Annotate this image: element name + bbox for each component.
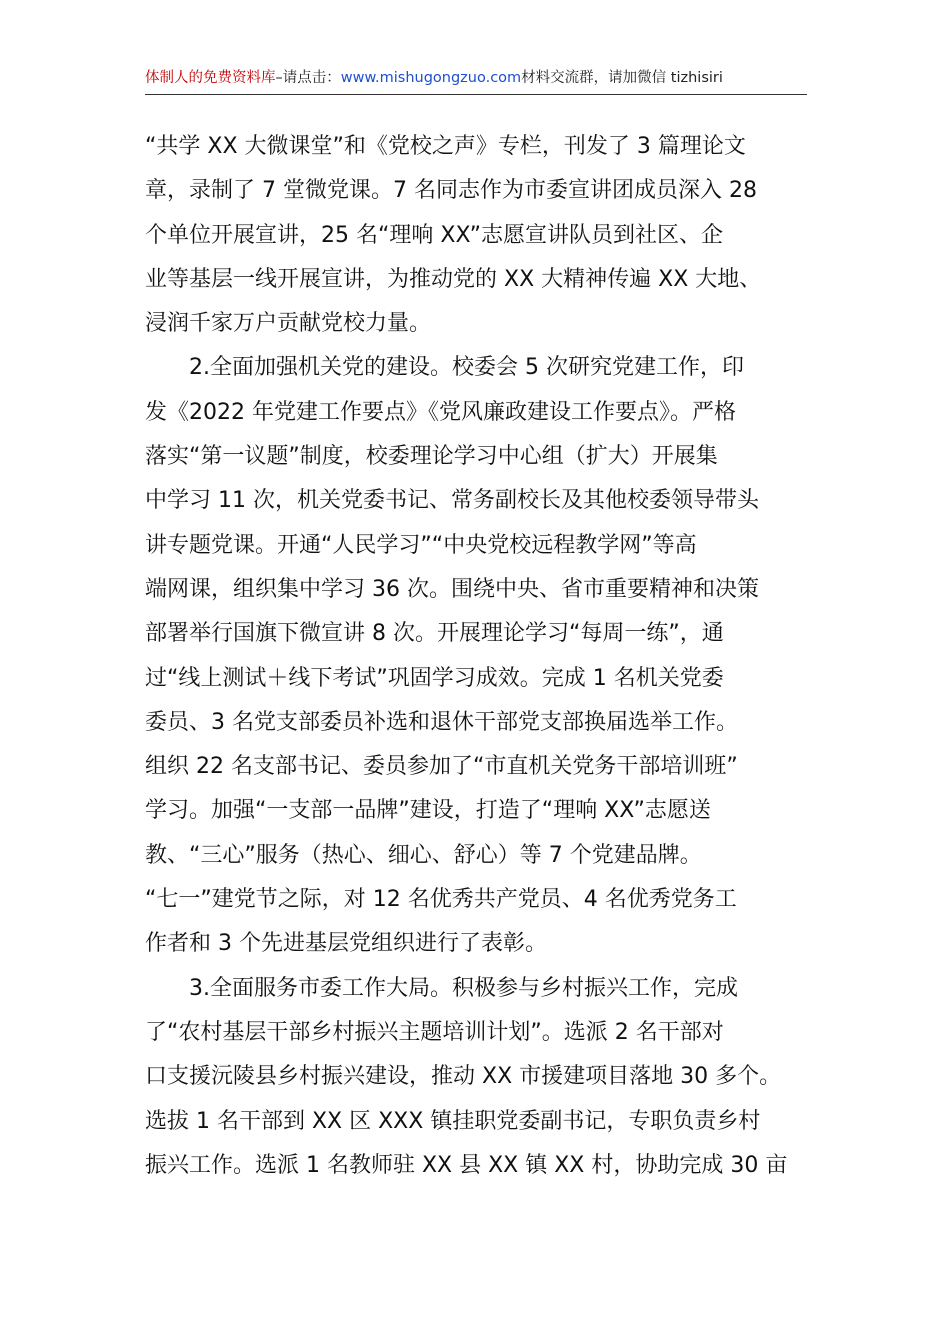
text-line: 浸润千家万户贡献党校力量。 (145, 311, 432, 337)
text-line: 端网课，组织集中学习 36 次。围绕中央、省市重要精神和决策 (145, 576, 759, 602)
text-line: 2.全面加强机关党的建设。校委会 5 次研究党建工作，印 (145, 355, 744, 381)
text-line: 学习。加强“一支部一品牌”建设，打造了“理响 XX”志愿送 (145, 798, 711, 824)
page-header (145, 64, 807, 92)
paragraph-1 (145, 125, 807, 346)
text-line: 作者和 3 个先进基层党组织进行了表彰。 (145, 931, 547, 957)
text-line: 发《2022 年党建工作要点》《党风廉政建设工作要点》。严格 (145, 399, 736, 425)
paragraph-3 (145, 967, 807, 1188)
text-line: 振兴工作。选派 1 名教师驻 XX 县 XX 镇 XX 村，协助完成 30 亩 (145, 1152, 788, 1178)
text-line: 过“线上测试＋线下考试”巩固学习成效。完成 1 名机关党委 (145, 665, 724, 691)
text-line: 个单位开展宣讲，25 名“理响 XX”志愿宣讲队员到社区、企 (145, 222, 724, 248)
text-line: 业等基层一线开展宣讲，为推动党的 XX 大精神传遍 XX 大地、 (145, 266, 762, 292)
text-line: 选拔 1 名干部到 XX 区 XXX 镇挂职党委副书记，专职负责乡村 (145, 1108, 761, 1134)
header-divider (145, 94, 807, 95)
header-contact-text: 材料交流群，请加微信 tizhisiri (521, 70, 723, 86)
header-url-link[interactable]: www.mishugongzuo.com (340, 70, 522, 86)
header-prompt: –请点击： (275, 70, 341, 86)
header-brand: 体制人的免费资料库 (145, 70, 276, 86)
paragraph-2 (145, 346, 807, 966)
text-line: 了“农村基层干部乡村振兴主题培训计划”。选派 2 名干部对 (145, 1019, 724, 1045)
text-line: 章，录制了 7 堂微党课。7 名同志作为市委宣讲团成员深入 28 (145, 178, 757, 204)
text-line: “共学 XX 大微课堂”和《党校之声》专栏，刊发了 3 篇理论文 (145, 134, 746, 159)
text-line: 教、“三心”服务（热心、细心、舒心）等 7 个党建品牌。 (145, 842, 702, 868)
text-line: 组织 22 名支部书记、委员参加了“市直机关党务干部培训班” (145, 754, 738, 780)
text-line: 委员、3 名党支部委员补选和退休干部党支部换届选举工作。 (145, 709, 738, 735)
text-line: 部署举行国旗下微宣讲 8 次。开展理论学习“每周一练”，通 (145, 621, 724, 647)
text-line: 讲专题党课。开通“人民学习”“中央党校远程教学网”等高 (145, 532, 697, 558)
document-body (145, 125, 807, 1188)
text-line: 中学习 11 次，机关党委书记、常务副校长及其他校委领导带头 (145, 488, 759, 514)
text-line: 口支援沅陵县乡村振兴建设，推动 XX 市援建项目落地 30 多个。 (145, 1064, 782, 1090)
text-line: “七一”建党节之际，对 12 名优秀共产党员、4 名优秀党务工 (145, 887, 737, 913)
text-line: 落实“第一议题”制度，校委理论学习中心组（扩大）开展集 (145, 444, 718, 470)
text-line: 3.全面服务市委工作大局。积极参与乡村振兴工作，完成 (145, 975, 738, 1001)
